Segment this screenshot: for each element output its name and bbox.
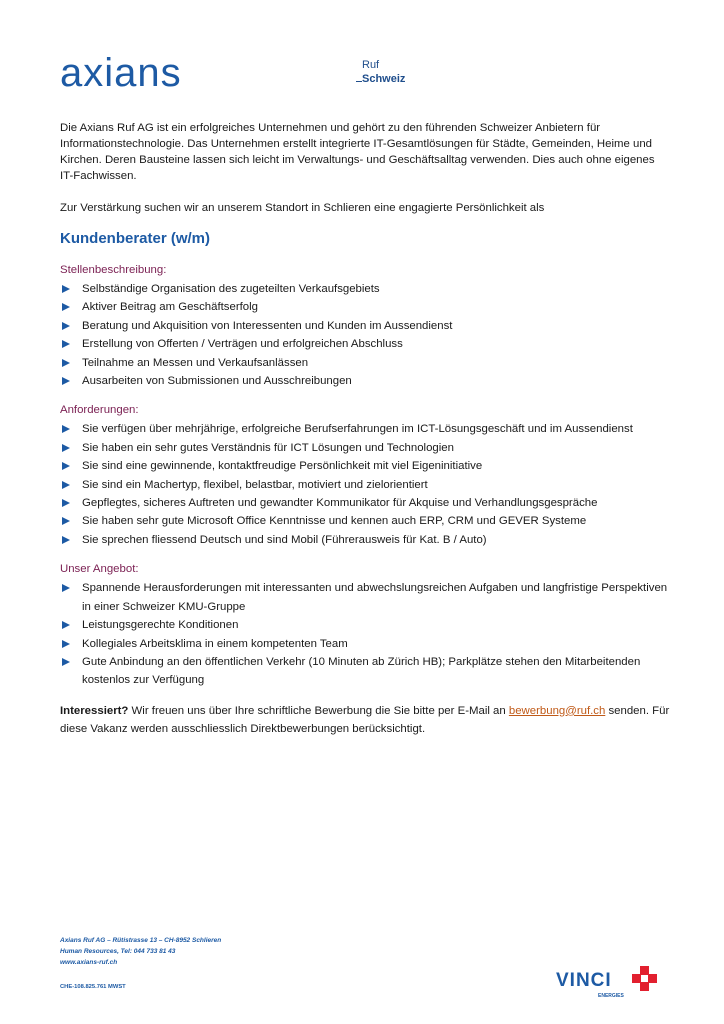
bullet-icon [62, 377, 70, 385]
list-item: Sie sind ein Machertyp, flexibel, belastbar, motiviert und zielorientiert [60, 476, 670, 494]
list-item: Spannende Herausforderungen mit interessanten und abwechslungsreichen Aufgaben und langfristige Perspektiven in einer Schweizer KMU-Gruppe [60, 579, 670, 616]
bullet-icon [62, 444, 70, 452]
list-item: Erstellung von Offerten / Verträgen und erfolgreichen Abschluss [60, 335, 670, 353]
axians-logo [60, 56, 240, 96]
bullet-icon [62, 640, 70, 648]
job-title: Kundenberater (w/m) [60, 230, 211, 247]
list-item: Leistungsgerechte Konditionen [60, 616, 670, 634]
list-item: Selbständige Organisation des zugeteilten Verkaufsgebiets [60, 280, 670, 298]
vinci-sub: ENERGIES [598, 993, 624, 999]
vinci-energies-logo [556, 964, 666, 1000]
section-title-unser-angebot: Unser Angebot: [60, 563, 139, 576]
bullet-icon [62, 340, 70, 348]
vinci-cross-icon [632, 966, 657, 991]
footer-line1: Axians Ruf AG – Rütistrasse 13 – CH-8952 Schlieren [60, 937, 222, 944]
bullet-icon [62, 536, 70, 544]
footer-website[interactable]: www.axians-ruf.ch [60, 959, 118, 966]
ruf-line1: Ruf [362, 59, 380, 71]
contact-paragraph [60, 702, 670, 738]
contact-text-before: Wir freuen uns über Ihre schriftliche Bewerbung die Sie bitte per E-Mail an [128, 704, 509, 717]
bullet-icon [62, 481, 70, 489]
list-item: Ausarbeiten von Submissionen und Ausschreibungen [60, 372, 670, 390]
logo-text: axians [60, 56, 182, 95]
ruf-line2: Schweiz [356, 72, 405, 86]
bullet-icon [62, 517, 70, 525]
bullet-icon [62, 303, 70, 311]
intro-paragraph: Die Axians Ruf AG ist ein erfolgreiches Unternehmen und gehört zu den führenden Schweizer Anbietern für Informationstechnologie. Das Unternehmen erstellt integrierte IT-Gesamtlösungen für Städte, Gemeinden, Heime und Kirchen. Deren Bausteine lassen sich leicht im Verwaltungs- und Geschäftsalltag verwenden. Dies auch ohne eigenes IT-Fachwissen. [60, 122, 655, 182]
list-item: Sie haben sehr gute Microsoft Office Kenntnisse und kennen auch ERP, CRM und GEVER Systeme [60, 512, 670, 530]
vinci-name: VINCI [556, 970, 612, 991]
section-title-stellenbeschreibung: Stellenbeschreibung: [60, 264, 167, 276]
bullet-icon [62, 658, 70, 666]
footer-line2: Human Resources, Tel: 044 733 81 43 [60, 948, 176, 955]
lead-paragraph: Zur Verstärkung suchen wir an unserem Standort in Schlieren eine engagierte Persönlichkeit als [60, 202, 545, 214]
footer-address [60, 935, 221, 968]
section-title-anforderungen: Anforderungen: [60, 404, 139, 417]
list-anforderungen [60, 420, 670, 549]
bullet-icon [62, 584, 70, 592]
list-item: Gute Anbindung an den öffentlichen Verkehr (10 Minuten ab Zürich HB); Parkplätze stehen den Mitarbeitenden kostenlos zur Verfügung [60, 653, 670, 690]
list-item: Sie verfügen über mehrjährige, erfolgreiche Berufserfahrungen im ICT-Lösungsgeschäft und im Aussendienst [60, 420, 670, 438]
list-item: Gepflegtes, sicheres Auftreten und gewandter Kommunikator für Akquise und Verhandlungsgespräche [60, 494, 670, 512]
bullet-icon [62, 462, 70, 470]
contact-text-after: senden. Für diese Vakanz werden ausschliesslich Direktbewerbungen berücksichtigt. [60, 704, 670, 735]
vat-number: CHE-108.825.761 MWST [60, 984, 126, 990]
list-unser-angebot [60, 579, 670, 689]
contact-bold: Interessiert? [60, 704, 129, 717]
list-item: Teilnahme an Messen und Verkaufsanlässen [60, 354, 670, 372]
bullet-icon [62, 621, 70, 629]
list-item: Kollegiales Arbeitsklima in einem kompetenten Team [60, 635, 670, 653]
list-item: Sie haben ein sehr gutes Verständnis für ICT Lösungen und Technologien [60, 439, 670, 457]
list-item: Sie sprechen fliessend Deutsch und sind Mobil (Führerausweis für Kat. B / Auto) [60, 531, 670, 549]
bullet-icon [62, 285, 70, 293]
bullet-icon [62, 322, 70, 330]
list-item: Sie sind eine gewinnende, kontaktfreudige Persönlichkeit mit viel Eigeninitiative [60, 457, 670, 475]
bullet-icon [62, 359, 70, 367]
bullet-icon [62, 425, 70, 433]
list-stellenbeschreibung [60, 280, 670, 390]
email-link[interactable]: bewerbung@ruf.ch [508, 704, 606, 717]
ruf-schweiz-mark [356, 58, 405, 86]
bullet-icon [62, 499, 70, 507]
list-item: Beratung und Akquisition von Interessenten und Kunden im Aussendienst [60, 317, 670, 335]
list-item: Aktiver Beitrag am Geschäftserfolg [60, 298, 670, 316]
main-content [60, 120, 670, 738]
